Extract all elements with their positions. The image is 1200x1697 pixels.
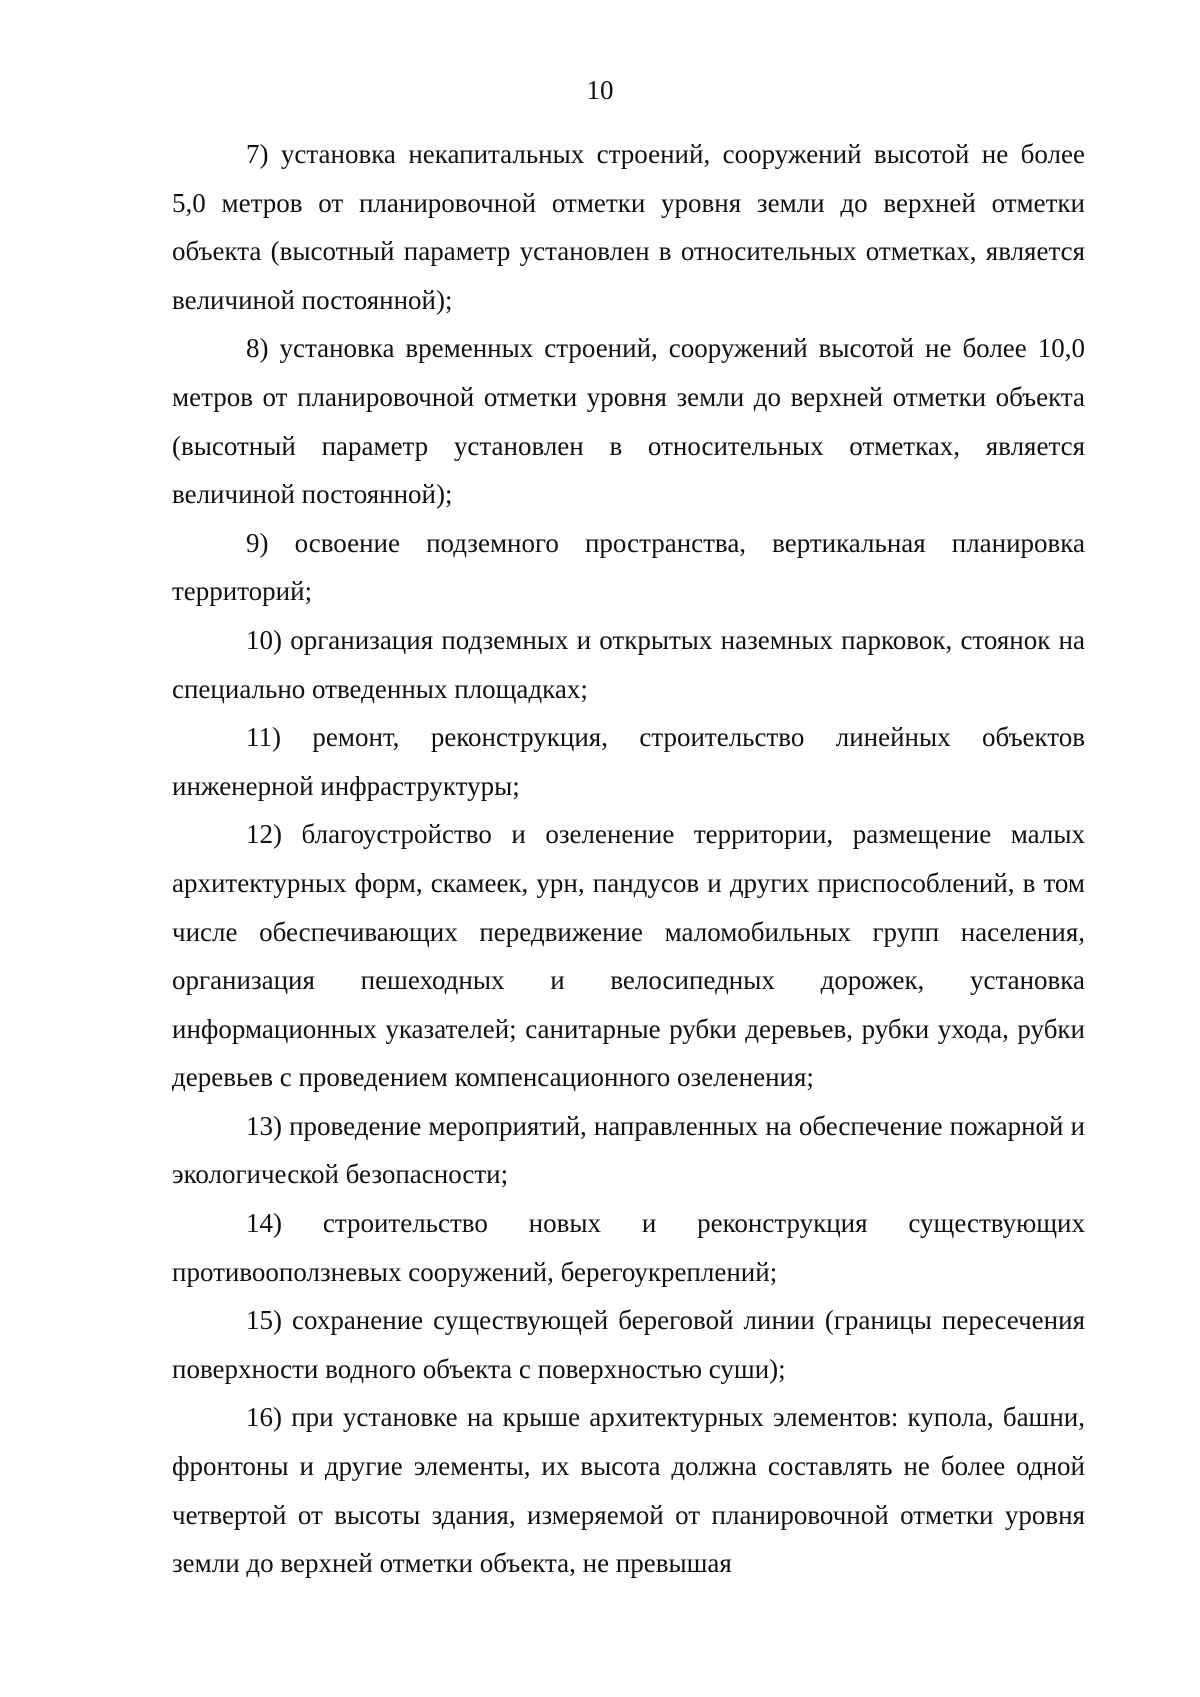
list-item-10: 10) организация подземных и открытых наземных парковок, стоянок на специально отведенных площадках; xyxy=(172,624,1085,704)
list-item-13: 13) проведение мероприятий, направленных на обеспечение пожарной и экологической безопасности; xyxy=(172,1110,1085,1190)
list-item-7: 7) установка некапитальных строений, сооружений высотой не более 5,0 метров от планировочной отметки уровня земли до верхней отметки объекта (высотный параметр установлен в относительных отметках, является величиной постоянной); xyxy=(172,139,1085,315)
list-item-11: 11) ремонт, реконструкция, строительство линейных объектов инженерной инфраструктуры; xyxy=(172,722,1085,801)
list-item-9: 9) освоение подземного пространства, вертикальная планировка территорий; xyxy=(172,527,1085,607)
list-item-15: 15) сохранение существующей береговой линии (границы пересечения поверхности водного объекта с поверхностью суши); xyxy=(172,1305,1085,1384)
list-item-8: 8) установка временных строений, сооружений высотой не более 10,0 метров от планировочной отметки уровня земли до верхней отметки объекта (высотный параметр установлен в относительных отметках, является величиной постоянной); xyxy=(172,333,1085,510)
page-number: 10 xyxy=(586,75,614,105)
list-item-14: 14) строительство новых и реконструкция существующих противооползневых сооружений, берегоукреплений; xyxy=(172,1208,1085,1287)
document-body xyxy=(172,130,1085,1588)
list-item-12: 12) благоустройство и озеленение территории, размещение малых архитектурных форм, скамеек, урн, пандусов и других приспособлений, в том числе обеспечивающих передвижение маломобильных групп населения, организация пешеходных и велосипедных дорожек, установка информационных указателей; санитарные рубки деревьев, рубки ухода, рубки деревьев с проведением компенсационного озеленения; xyxy=(172,819,1085,1093)
list-item-16: 16) при установке на крыше архитектурных элементов: купола, башни, фронтоны и другие элементы, их высота должна составлять не более одной четвертой от высоты здания, измеряемой от планировочной отметки уровня земли до верхней отметки объекта, не превышая xyxy=(172,1402,1085,1579)
